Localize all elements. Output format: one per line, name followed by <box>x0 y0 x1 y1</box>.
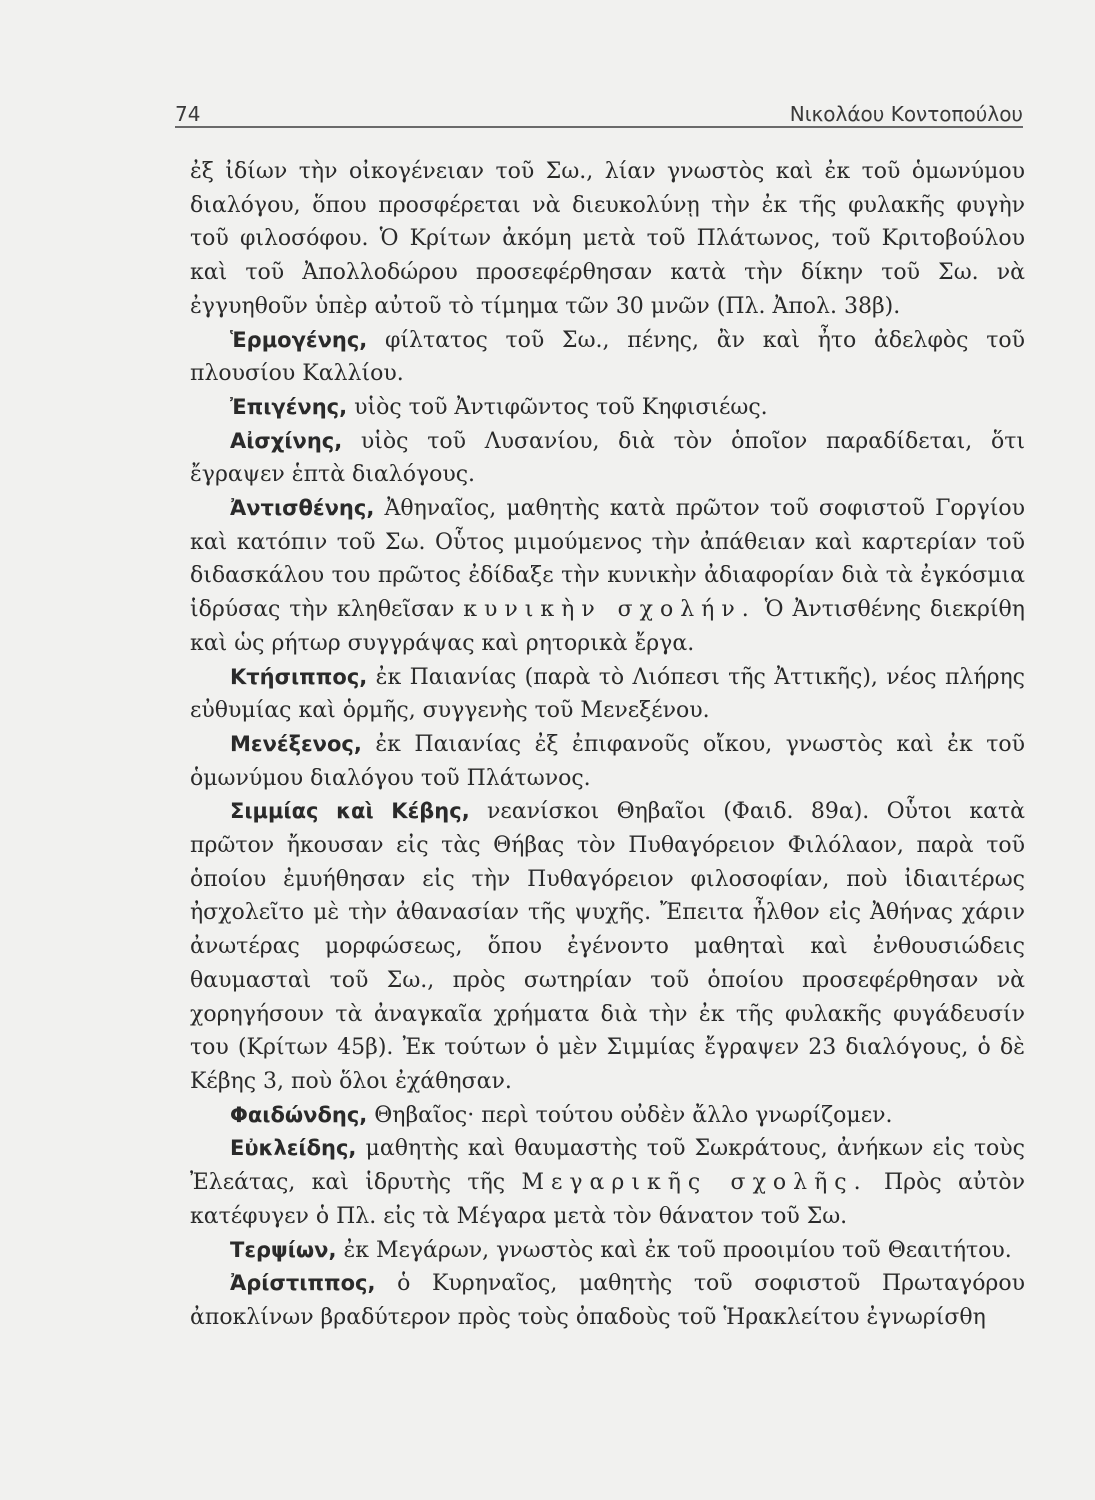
entry-hermogenes <box>190 324 1025 391</box>
entry-term: Κτήσιππος, <box>230 664 368 689</box>
entry-term: Ἀρίστιππος, <box>230 1271 376 1296</box>
entry-text: μαθητὴς καὶ θαυμαστὴς τοῦ Σωκράτους, ἀνήκων εἰς τοὺς Ἐλεάτας, καὶ ἱδρυτὴς τῆς <box>190 1136 1025 1196</box>
entry-emphasis: κυνικὴν σχολήν. <box>463 597 756 623</box>
entry-aristippus <box>190 1267 1025 1334</box>
paragraph-text: ἐξ ἰδίων τὴν οἰκογένειαν τοῦ Σω., λίαν γνωστὸς καὶ ἐκ τοῦ ὁμωνύμου διαλόγου, ὅπου προσφέρεται νὰ διευκολύνῃ τὴν ἐκ τῆς φυλακῆς φυγὴν τοῦ φιλοσόφου. Ὁ Κρίτων ἀκόμη μετὰ τοῦ Πλάτωνος, τοῦ Κριτοβούλου καὶ τοῦ Ἀπολλοδώρου προσεφέρθησαν κατὰ τὴν δίκην τοῦ Σω. νὰ ἐγγυηθοῦν ὑπὲρ αὐτοῦ τὸ τίμημα τῶν 30 μνῶν (Πλ. Ἀπολ. 38β). <box>190 159 1025 319</box>
running-head: Νικολάου Κοντοπούλου <box>789 102 1023 126</box>
entry-term: Ἑρμογένης, <box>230 327 368 352</box>
body-text <box>190 155 1025 1335</box>
entry-text: υἱὸς τοῦ Λυσανίου, διὰ τὸν ὁποῖον παραδίδεται, ὅτι ἔγραψεν ἑπτὰ διαλόγους. <box>190 428 1026 488</box>
entry-terpsion <box>190 1234 1025 1268</box>
entry-epigenes <box>190 391 1025 425</box>
entry-menexenus <box>190 728 1025 795</box>
entry-term: Τερψίων, <box>230 1237 337 1262</box>
header-rule <box>175 126 1023 128</box>
entry-text: ὁ Κυρηναῖος, μαθητὴς τοῦ σοφιστοῦ Πρωταγόρου ἀποκλίνων βραδύτερον πρὸς τοὺς ὀπαδοὺς τοῦ Ἡρακλείτου ἐγνωρίσθη <box>190 1271 1025 1330</box>
entry-text: νεανίσκοι Θηβαῖοι (Φαιδ. 89α). Οὗτοι κατὰ πρῶτον ἤκουσαν εἰς τὰς Θήβας τὸν Πυθαγόρειον Φιλόλαον, παρὰ τοῦ ὁποίου ἐμυήθησαν εἰς τὴν Πυθαγόρειον φιλοσοφίαν, ποὺ ἰδιαιτέρως ἠσχολεῖτο μὲ τὴν ἀθανασίαν τῆς ψυχῆς. Ἔπειτα ἦλθον εἰς Ἀθήνας χάριν ἀνωτέρας μορφώσεως, ὅπου ἐγένοντο μαθηταὶ καὶ ἐνθουσιώδεις θαυμασταὶ τοῦ Σω., πρὸς σωτηρίαν τοῦ ὁποίου προσεφέρθησαν νὰ χορηγήσουν τὰ ἀναγκαῖα χρήματα διὰ τὴν ἐκ τῆς φυλακῆς φυγάδευσίν του (Κρίτων 45β). Ἐκ τούτων ὁ μὲν Σιμμίας ἔγραψεν 23 διαλόγους, ὁ δὲ Κέβης 3, ποὺ ὅλοι ἐχάθησαν. <box>190 799 1026 1094</box>
entry-euclid <box>190 1132 1025 1233</box>
entry-term: Φαιδώνδης, <box>230 1102 368 1127</box>
entry-text: ἐκ Μεγάρων, γνωστὸς καὶ ἐκ τοῦ προοιμίου τοῦ Θεαιτήτου. <box>343 1237 1012 1263</box>
entry-text: Ὁ Ἀντισθένης διεκρίθη καὶ ὡς ρήτωρ συγγράψας καὶ ρητορικὰ ἔργα. <box>190 597 1025 656</box>
entry-term: Ἐπιγένης, <box>230 394 348 419</box>
entry-phaedondes <box>190 1099 1025 1133</box>
entry-term: Σιμμίας καὶ Κέβης, <box>230 799 470 824</box>
entry-text: Πρὸς αὐτὸν κατέφυγεν ὁ Πλ. εἰς τὰ Μέγαρα μετὰ τὸν θάνατον τοῦ Σω. <box>190 1170 1026 1229</box>
paragraph-continuation <box>190 155 1025 324</box>
entry-text: Θηβαῖος· περὶ τούτου οὐδὲν ἄλλο γνωρίζομεν. <box>374 1102 893 1128</box>
entry-text: ἐκ Παιανίας (παρὰ τὸ Λιόπεσι τῆς Ἀττικῆς), νέος πλήρης εὐθυμίας καὶ ὁρμῆς, συγγενὴς τοῦ Μενεξένου. <box>190 664 1026 724</box>
entry-aeschines <box>190 425 1025 492</box>
entry-text: υἱὸς τοῦ Ἀντιφῶντος τοῦ Κηφισιέως. <box>354 394 768 420</box>
entry-term: Ἀντισθένης, <box>230 496 375 521</box>
entry-text: Ἀθηναῖος, μαθητὴς κατὰ πρῶτον τοῦ σοφιστοῦ Γοργίου καὶ κατόπιν τοῦ Σω. Οὗτος μιμούμενος τὴν ἀπάθειαν καὶ καρτερίαν τοῦ διδασκάλου του πρῶτος ἐδίδαξε τὴν κυνικὴν ἀδιαφορίαν διὰ τὰ ἐγκόσμια ἱδρύσας τὴν κληθεῖσαν <box>190 496 1025 623</box>
entry-term: Εὐκλείδης, <box>230 1136 357 1161</box>
page-number: 74 <box>175 102 201 126</box>
entry-simmias-cebes <box>190 795 1025 1098</box>
entry-ctesippus <box>190 661 1025 728</box>
entry-antisthenes <box>190 492 1025 661</box>
entry-term: Αἰσχίνης, <box>230 428 343 453</box>
entry-text: ἐκ Παιανίας ἐξ ἐπιφανοῦς οἴκου, γνωστὸς καὶ ἐκ τοῦ ὁμωνύμου διαλόγου τοῦ Πλάτωνος. <box>190 731 1025 791</box>
entry-text: φίλτατος τοῦ Σω., πένης, ἂν καὶ ἦτο ἀδελφὸς τοῦ πλουσίου Καλλίου. <box>190 327 1025 387</box>
entry-term: Μενέξενος, <box>230 731 362 756</box>
entry-emphasis: Μεγαρικῆς σχολῆς. <box>521 1170 868 1196</box>
